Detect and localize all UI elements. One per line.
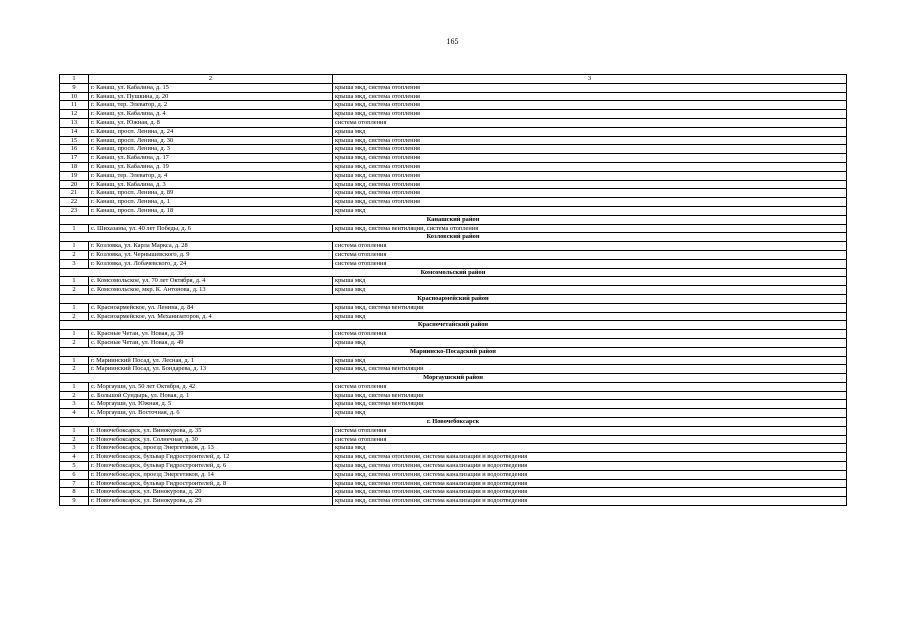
header-cell-number: 1 bbox=[60, 75, 89, 84]
address-cell: г. Новочебоксарск, ул. Солнечная, д. 30 bbox=[89, 435, 333, 444]
works-cell: крыша мкд, система отопления bbox=[333, 154, 847, 163]
district-name: Красночетайский район bbox=[60, 321, 847, 330]
address-cell: с. Красноармейское, ул. Механизаторов, д. 4 bbox=[89, 312, 333, 321]
works-cell: система отопления bbox=[333, 259, 847, 268]
address-cell: г. Козловка, ул. Карла Маркса, д. 28 bbox=[89, 242, 333, 251]
works-cell: крыша мкд bbox=[333, 409, 847, 418]
row-number: 1 bbox=[60, 242, 89, 251]
table-row bbox=[60, 365, 847, 374]
works-cell: система отопления bbox=[333, 435, 847, 444]
table-row bbox=[60, 409, 847, 418]
row-number: 1 bbox=[60, 303, 89, 312]
district-name: Мариинско-Посадский район bbox=[60, 347, 847, 356]
address-cell: с. Большой Сундырь, ул. Новая, д. 1 bbox=[89, 391, 333, 400]
address-cell: г. Канаш, просп. Ленина, д. 24 bbox=[89, 127, 333, 136]
address-cell: с. Комсомольское, ул. 70 лет Октября, д. 4 bbox=[89, 277, 333, 286]
address-cell: г. Новочебоксарск, проезд Энергетиков, д. 14 bbox=[89, 470, 333, 479]
row-number: 2 bbox=[60, 435, 89, 444]
row-number: 2 bbox=[60, 365, 89, 374]
address-cell: г. Канаш, просп. Ленина, д. 30 bbox=[89, 136, 333, 145]
address-cell: г. Канаш, тер. Элеватор, д. 2 bbox=[89, 101, 333, 110]
table-row bbox=[60, 303, 847, 312]
row-number: 1 bbox=[60, 382, 89, 391]
table-row bbox=[60, 110, 847, 119]
address-cell: г. Канаш, ул. Кабалина, д. 4 bbox=[89, 110, 333, 119]
district-name: г. Новочебоксарск bbox=[60, 418, 847, 427]
table-row bbox=[60, 92, 847, 101]
row-number: 2 bbox=[60, 391, 89, 400]
row-number: 3 bbox=[60, 259, 89, 268]
table-row bbox=[60, 312, 847, 321]
works-cell: система отопления bbox=[333, 426, 847, 435]
row-number: 1 bbox=[60, 356, 89, 365]
district-header-row bbox=[60, 418, 847, 427]
address-cell: с. Красные Четаи, ул. Новая, д. 39 bbox=[89, 330, 333, 339]
table-row bbox=[60, 444, 847, 453]
address-cell: г. Мариинский Посад, ул. Бондарева, д. 13 bbox=[89, 365, 333, 374]
address-cell: с. Шихазаны, ул. 40 лет Победы, д. 6 bbox=[89, 224, 333, 233]
works-cell: система отопления bbox=[333, 330, 847, 339]
table-row bbox=[60, 400, 847, 409]
address-cell: с. Моргауши, ул. Восточная, д. 6 bbox=[89, 409, 333, 418]
table-row bbox=[60, 250, 847, 259]
table-row bbox=[60, 470, 847, 479]
row-number: 10 bbox=[60, 92, 89, 101]
works-cell: система отопления bbox=[333, 242, 847, 251]
table-body bbox=[60, 75, 847, 506]
row-number: 2 bbox=[60, 312, 89, 321]
works-cell: крыша мкд bbox=[333, 277, 847, 286]
address-cell: г. Новочебоксарск, ул. Винокурова, д. 29 bbox=[89, 497, 333, 506]
row-number: 6 bbox=[60, 470, 89, 479]
row-number: 20 bbox=[60, 180, 89, 189]
address-cell: г. Канаш, ул. Кабалина, д. 19 bbox=[89, 162, 333, 171]
table-row bbox=[60, 180, 847, 189]
row-number: 2 bbox=[60, 338, 89, 347]
row-number: 2 bbox=[60, 286, 89, 295]
district-header-row bbox=[60, 294, 847, 303]
works-cell: крыша мкд, система отопления bbox=[333, 171, 847, 180]
address-cell: г. Новочебоксарск, бульвар Гидростроителей, д. 12 bbox=[89, 453, 333, 462]
district-name: Красноармейский район bbox=[60, 294, 847, 303]
row-number: 22 bbox=[60, 198, 89, 207]
district-name: Козловский район bbox=[60, 233, 847, 242]
works-cell: крыша мкд, система отопления bbox=[333, 101, 847, 110]
works-cell: крыша мкд, система отопления, система канализации и водоотведения bbox=[333, 462, 847, 471]
table-row bbox=[60, 259, 847, 268]
address-cell: г. Канаш, ул. Пушкина, д. 20 bbox=[89, 92, 333, 101]
table-row bbox=[60, 453, 847, 462]
table-row bbox=[60, 162, 847, 171]
works-cell: крыша мкд, система отопления bbox=[333, 110, 847, 119]
works-cell: крыша мкд bbox=[333, 356, 847, 365]
address-cell: г. Новочебоксарск, ул. Винокурова, д. 35 bbox=[89, 426, 333, 435]
table-row bbox=[60, 171, 847, 180]
works-cell: крыша мкд, система вентиляции bbox=[333, 365, 847, 374]
table-row bbox=[60, 154, 847, 163]
works-cell: крыша мкд, система отопления, система канализации и водоотведения bbox=[333, 453, 847, 462]
address-cell: с. Моргауши, ул. 50 лет Октября, д. 42 bbox=[89, 382, 333, 391]
row-number: 1 bbox=[60, 426, 89, 435]
table-row bbox=[60, 330, 847, 339]
table-row bbox=[60, 488, 847, 497]
address-cell: г. Канаш, просп. Ленина, д. 3 bbox=[89, 145, 333, 154]
district-header-row bbox=[60, 268, 847, 277]
table-row bbox=[60, 391, 847, 400]
district-header-row bbox=[60, 215, 847, 224]
address-cell: г. Новочебоксарск, проезд Энергетиков, д. 13 bbox=[89, 444, 333, 453]
table-row bbox=[60, 338, 847, 347]
row-number: 3 bbox=[60, 444, 89, 453]
works-cell: крыша мкд, система отопления, система канализации и водоотведения bbox=[333, 497, 847, 506]
address-cell: г. Канаш, просп. Ленина, д. 18 bbox=[89, 206, 333, 215]
row-number: 8 bbox=[60, 488, 89, 497]
address-cell: с. Моргауши, ул. Южная, д. 5 bbox=[89, 400, 333, 409]
table-row bbox=[60, 83, 847, 92]
row-number: 11 bbox=[60, 101, 89, 110]
row-number: 21 bbox=[60, 189, 89, 198]
works-cell: крыша мкд bbox=[333, 312, 847, 321]
table-row bbox=[60, 286, 847, 295]
works-cell: крыша мкд, система отопления bbox=[333, 136, 847, 145]
address-cell: с. Комсомольское, мкр. К. Антонова, д. 13 bbox=[89, 286, 333, 295]
district-header-row bbox=[60, 347, 847, 356]
table-row bbox=[60, 198, 847, 207]
district-name: Моргаушский район bbox=[60, 374, 847, 383]
row-number: 3 bbox=[60, 400, 89, 409]
address-cell: г. Новочебоксарск, ул. Винокурова, д. 20 bbox=[89, 488, 333, 497]
works-cell: крыша мкд, система отопления bbox=[333, 198, 847, 207]
row-number: 9 bbox=[60, 83, 89, 92]
works-cell: крыша мкд, система вентиляции, система отопления bbox=[333, 224, 847, 233]
district-header-row bbox=[60, 233, 847, 242]
row-number: 1 bbox=[60, 277, 89, 286]
works-cell: крыша мкд bbox=[333, 206, 847, 215]
district-header-row bbox=[60, 374, 847, 383]
row-number: 9 bbox=[60, 497, 89, 506]
table-row bbox=[60, 189, 847, 198]
table-row bbox=[60, 206, 847, 215]
works-cell: крыша мкд, система отопления bbox=[333, 162, 847, 171]
works-cell: крыша мкд, система вентиляции bbox=[333, 303, 847, 312]
header-row bbox=[60, 75, 847, 84]
address-cell: с. Красноармейское, ул. Ленина, д. 84 bbox=[89, 303, 333, 312]
address-cell: г. Канаш, ул. Южная, д. 8 bbox=[89, 118, 333, 127]
row-number: 16 bbox=[60, 145, 89, 154]
table-row bbox=[60, 145, 847, 154]
table-row bbox=[60, 497, 847, 506]
table-row bbox=[60, 136, 847, 145]
row-number: 7 bbox=[60, 479, 89, 488]
district-name: Канашский район bbox=[60, 215, 847, 224]
works-cell: крыша мкд, система отопления, система канализации и водоотведения bbox=[333, 470, 847, 479]
address-cell: г. Козловка, ул. Чернышевского, д. 9 bbox=[89, 250, 333, 259]
works-cell: крыша мкд, система вентиляции bbox=[333, 391, 847, 400]
address-cell: г. Канаш, ул. Кабалина, д. 3 bbox=[89, 180, 333, 189]
row-number: 1 bbox=[60, 330, 89, 339]
works-cell: крыша мкд, система отопления bbox=[333, 83, 847, 92]
table-row bbox=[60, 101, 847, 110]
row-number: 19 bbox=[60, 171, 89, 180]
row-number: 12 bbox=[60, 110, 89, 119]
table-row bbox=[60, 242, 847, 251]
works-cell: крыша мкд bbox=[333, 286, 847, 295]
works-cell: крыша мкд bbox=[333, 338, 847, 347]
works-cell: система отопления bbox=[333, 382, 847, 391]
works-cell: крыша мкд, система вентиляции bbox=[333, 400, 847, 409]
works-cell: крыша мкд, система отопления, система канализации и водоотведения bbox=[333, 479, 847, 488]
district-header-row bbox=[60, 321, 847, 330]
page-number: 165 bbox=[446, 37, 459, 46]
row-number: 14 bbox=[60, 127, 89, 136]
works-cell: крыша мкд, система отопления bbox=[333, 145, 847, 154]
row-number: 1 bbox=[60, 224, 89, 233]
works-cell: крыша мкд bbox=[333, 444, 847, 453]
address-cell: г. Канаш, тер. Элеватор, д. 4 bbox=[89, 171, 333, 180]
row-number: 17 bbox=[60, 154, 89, 163]
address-cell: г. Козловка, ул. Лобачевского, д. 24 bbox=[89, 259, 333, 268]
address-cell: г. Канаш, просп. Ленина, д. 89 bbox=[89, 189, 333, 198]
address-cell: г. Канаш, ул. Кабалина, д. 17 bbox=[89, 154, 333, 163]
address-cell: г. Новочебоксарск, бульвар Гидростроителей, д. 6 bbox=[89, 462, 333, 471]
row-number: 5 bbox=[60, 462, 89, 471]
table-row bbox=[60, 127, 847, 136]
works-cell: крыша мкд, система отопления bbox=[333, 189, 847, 198]
table-row bbox=[60, 426, 847, 435]
works-table bbox=[59, 74, 847, 506]
district-name: Комсомольский район bbox=[60, 268, 847, 277]
row-number: 15 bbox=[60, 136, 89, 145]
table-row bbox=[60, 462, 847, 471]
address-cell: г. Новочебоксарск, бульвар Гидростроителей, д. 8 bbox=[89, 479, 333, 488]
table-row bbox=[60, 224, 847, 233]
works-cell: крыша мкд, система отопления bbox=[333, 180, 847, 189]
header-cell-address: 2 bbox=[89, 75, 333, 84]
row-number: 23 bbox=[60, 206, 89, 215]
works-cell: крыша мкд, система отопления bbox=[333, 92, 847, 101]
works-cell: система отопления bbox=[333, 250, 847, 259]
table-row bbox=[60, 479, 847, 488]
table-row bbox=[60, 277, 847, 286]
table-row bbox=[60, 118, 847, 127]
row-number: 4 bbox=[60, 409, 89, 418]
row-number: 2 bbox=[60, 250, 89, 259]
table-row bbox=[60, 435, 847, 444]
works-cell: крыша мкд, система отопления, система канализации и водоотведения bbox=[333, 488, 847, 497]
address-cell: г. Канаш, ул. Кабалина, д. 15 bbox=[89, 83, 333, 92]
address-cell: г. Мариинский Посад, ул. Лесная, д. 1 bbox=[89, 356, 333, 365]
works-cell: крыша мкд bbox=[333, 127, 847, 136]
table-row bbox=[60, 356, 847, 365]
header-cell-works: 3 bbox=[333, 75, 847, 84]
table-row bbox=[60, 382, 847, 391]
address-cell: с. Красные Четаи, ул. Новая, д. 49 bbox=[89, 338, 333, 347]
row-number: 18 bbox=[60, 162, 89, 171]
address-cell: г. Канаш, просп. Ленина, д. 1 bbox=[89, 198, 333, 207]
row-number: 4 bbox=[60, 453, 89, 462]
row-number: 13 bbox=[60, 118, 89, 127]
works-cell: система отопления bbox=[333, 118, 847, 127]
